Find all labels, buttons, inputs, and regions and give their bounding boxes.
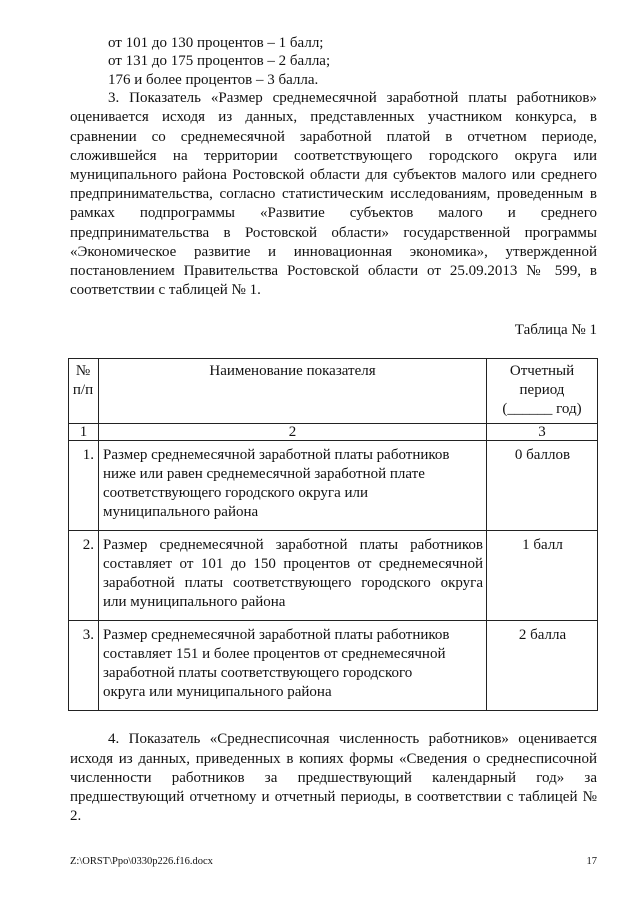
- column-number: 2: [99, 424, 487, 441]
- row-value: 0 баллов: [487, 441, 598, 531]
- document-page: [70, 34, 597, 826]
- row-number: 2.: [69, 531, 99, 621]
- table-row: [69, 531, 598, 621]
- header-period: Отчетный период (______ год): [487, 359, 598, 424]
- page-number: 17: [586, 856, 597, 867]
- paragraph-4: 4. Показатель «Среднесписочная численность работников» оценивается исходя из данных, приведенных в копиях формы «Сведения о среднесписочной численности работников за предшествующий календарный год» за предшествующий отчетному и отчетный периоды, в соответствии с таблицей № 2.: [70, 731, 597, 825]
- row-number: 3.: [69, 621, 99, 711]
- scoring-line: от 131 до 175 процентов – 2 балла;: [108, 53, 331, 70]
- paragraph-3: 3. Показатель «Размер среднемесячной заработной платы работников» оценивается исходя из данных, представленных участником конкурса, в сравнении со среднемесячной заработной платой в отчетном периоде, сложившейся на территории соответствующего городского округа или муниципального района Ростовской области для субъектов малого или среднего предпринимательства, согласно статистическим исследованиям, проведенным в рамках подпрограммы «Развитие субъектов малого и среднего предпринимательства в Ростовской области» государственной программы «Экономическое развитие и инновационная экономика», утвержденной постановлением Правительства Ростовской области от 25.09.2013 № 599, в соответствии с таблицей № 1.: [70, 90, 597, 299]
- column-number: 3: [487, 424, 598, 441]
- table-header-row: [69, 359, 598, 424]
- column-numbers-row: [69, 424, 598, 441]
- row-indicator-name: Размер среднемесячной заработной платы работников составляет 151 и более процентов от среднемесячной заработной платы соответствующего городского округа или муниципального района: [99, 621, 487, 711]
- scoring-line: от 101 до 130 процентов – 1 балл;: [108, 35, 324, 51]
- scoring-table: [68, 358, 598, 711]
- row-indicator-name: Размер среднемесячной заработной платы работников ниже или равен среднемесячной заработной плате соответствующего городского округа или муниципального района: [99, 441, 487, 531]
- header-number: № п/п: [69, 359, 99, 424]
- scoring-line: 176 и более процентов – 3 балла.: [108, 71, 319, 88]
- row-value: 1 балл: [487, 531, 598, 621]
- row-indicator-name: Размер среднемесячной заработной платы работников составляет от 101 до 150 процентов от среднемесячной заработной платы соответствующего городского округа или муниципального района: [99, 531, 487, 621]
- header-indicator-name: Наименование показателя: [99, 359, 487, 424]
- file-path: Z:\ORST\Ppo\0330p226.f16.docx: [70, 856, 213, 867]
- column-number: 1: [69, 424, 99, 441]
- table-caption: Таблица № 1: [514, 322, 597, 339]
- scoring-list: [70, 34, 597, 89]
- table-row: [69, 441, 598, 531]
- table-row: [69, 621, 598, 711]
- row-number: 1.: [69, 441, 99, 531]
- row-value: 2 балла: [487, 621, 598, 711]
- page-footer: [70, 855, 597, 869]
